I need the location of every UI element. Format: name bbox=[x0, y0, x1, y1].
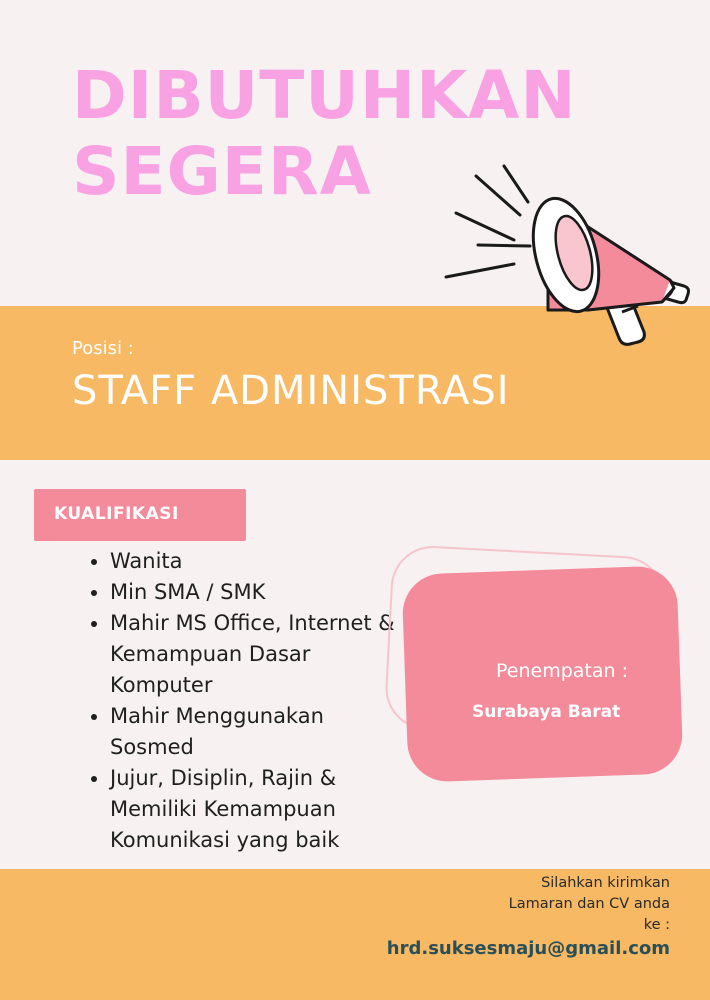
placement-label: Penempatan : bbox=[496, 660, 628, 682]
contact-line-3: ke : bbox=[643, 917, 670, 933]
qualification-item: • Min SMA / SMK bbox=[110, 577, 410, 608]
contact-block bbox=[387, 873, 670, 959]
qualification-list bbox=[84, 546, 410, 856]
qualification-item: • Jujur, Disiplin, Rajin & Memiliki Kemampuan Komunikasi yang baik bbox=[110, 763, 410, 856]
qualification-heading: KUALIFIKASI bbox=[54, 504, 179, 524]
qualification-heading-badge bbox=[34, 489, 246, 541]
position-label: Posisi : bbox=[72, 338, 134, 359]
qualification-item: • Mahir MS Office, Internet & Kemampuan Dasar Komputer bbox=[110, 608, 410, 701]
qualification-item: • Wanita bbox=[110, 546, 410, 577]
contact-line-1: Silahkan kirimkan bbox=[541, 875, 670, 891]
headline-line-1: DIBUTUHKAN bbox=[72, 57, 577, 134]
position-title: STAFF ADMINISTRASI bbox=[72, 368, 510, 414]
placement-value: Surabaya Barat bbox=[472, 702, 621, 722]
headline-line-2: SEGERA bbox=[72, 133, 372, 210]
qualification-item: • Mahir Menggunakan Sosmed bbox=[110, 701, 410, 763]
megaphone-icon bbox=[438, 160, 700, 360]
contact-line-2: Lamaran dan CV anda bbox=[508, 896, 670, 912]
contact-email[interactable]: hrd.suksesmaju@gmail.com bbox=[386, 938, 670, 959]
